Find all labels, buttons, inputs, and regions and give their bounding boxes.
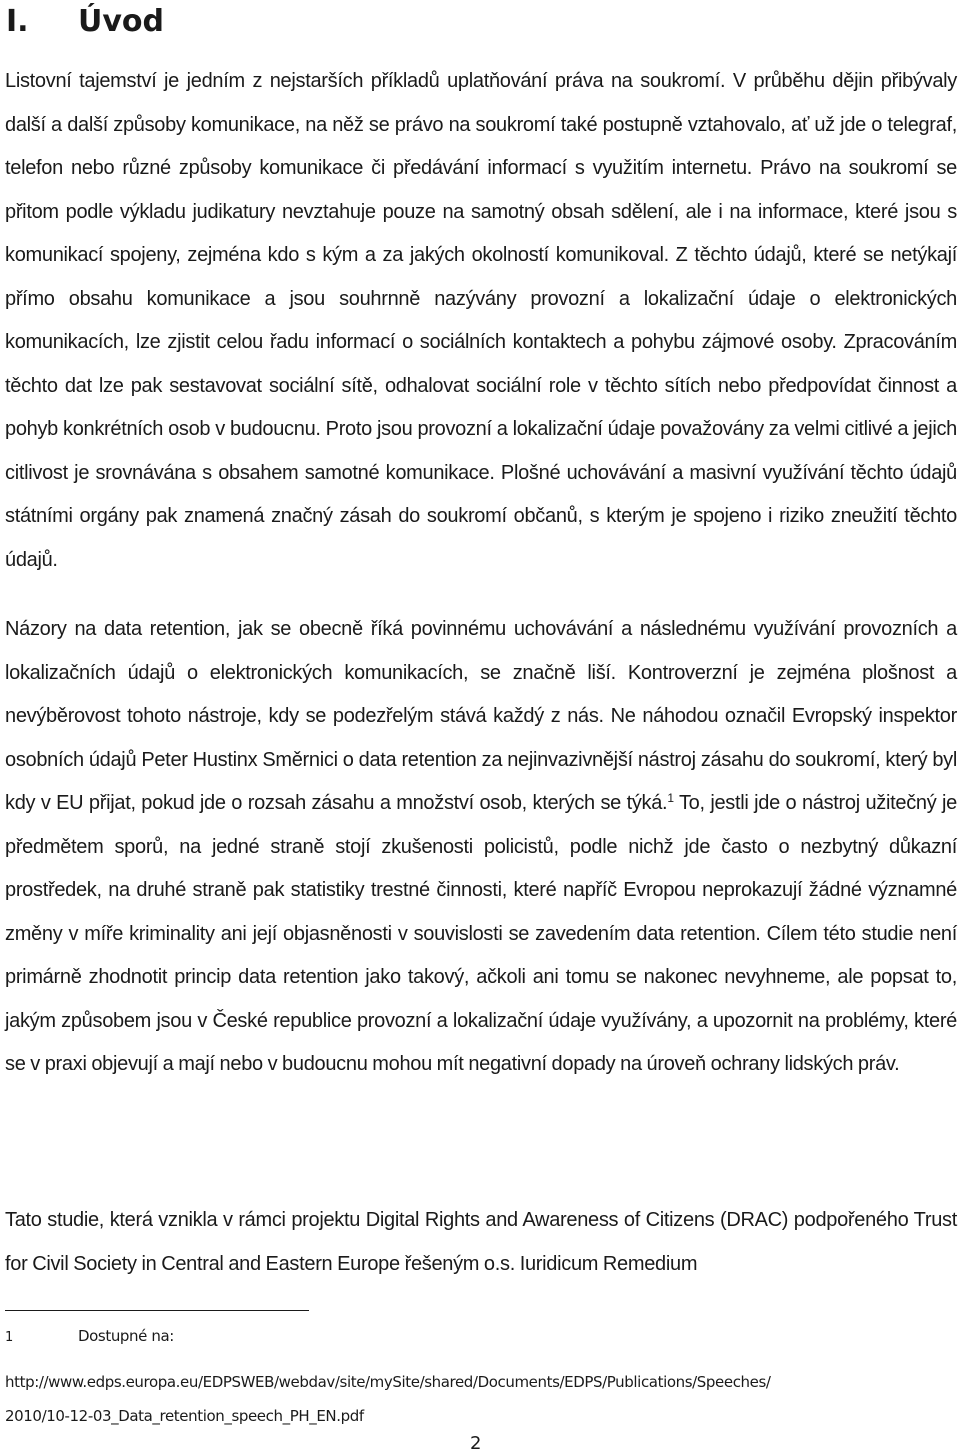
- paragraph-text: To, jestli jde o nástroj užitečný je předmětem sporů, na jedné straně stojí zkušenosti policistů, podle nichž jde často o nezbytný důkazní prostředek, na druhé straně pak statistiky trestné činnosti, které napříč Evropou neprokazují žádné významné změny v míře kriminality ani její objasněnosti v souvislosti se zavedením data retention. Cílem této studie není primárně zhodnotit princip data retention jako takový, ačkoli ani tomu se nakonec nevyhneme, ale popsat to, jakým způsobem jsou v České republice provozní a lokalizační údaje využívány, a upozornit na problémy, které se v praxi objevují a mají nebo v budoucnu mohou mít negativní dopady na úroveň ochrany lidských práv.: [5, 792, 958, 1075]
- paragraph-intro: Listovní tajemství je jedním z nejstarších příkladů uplatňování práva na soukromí. V průběhu dějin přibývaly další a další způsoby komunikace, na něž se právo na soukromí také postupně vztahovalo, ať už jde o telegraf, telefon nebo různé způsoby komunikace či předávání informací s využitím internetu. Právo na soukromí se přitom podle výkladu judikatury nevztahuje pouze na samotný obsah sdělení, ale i na informace, které jsou s komunikací spojeny, zejména kdo s kým a za jakých okolností komunikoval. Z těchto údajů, které se netýkají přímo obsahu komunikace a jsou souhrnně nazývány provozní a lokalizační údaje o elektronických komunikacích, lze zjistit celou řadu informací o sociálních kontaktech a pohybu zájmové osoby. Zpracováním těchto dat lze pak sestavovat sociální sítě, odhalovat sociální role v těchto sítích nebo předpovídat činnost a pohyb konkrétních osob v budoucnu. Proto jsou provozní a lokalizační údaje považovány za velmi citlivé a jejich citlivost je srovnávána s obsahem samotné komunikace. Plošné uchovávání a masivní využívání těchto údajů státními orgány pak znamená značný zásah do soukromí občanů, s kterým je spojeno i riziko zneužití těchto údajů.: [5, 70, 957, 571]
- paragraph-text: Názory na data retention, jak se obecně říká povinnému uchovávání a následnému využívání provozních a lokalizačních údajů o elektronických komunikacích, se značně liší. Kontroverzní je zejména plošnost a nevýběrovost tohoto nástroje, kdy se podezřelým stává každý z nás. Ne náhodou označil Evropský inspektor osobních údajů Peter Hustinx Směrnici o data retention za nejinvazivnější nástroj zásahu do soukromí, který byl kdy v EU přijat, pokud jde o rozsah zásahu a množství osob, kterých se týká.: [5, 618, 957, 814]
- footnote-label: Dostupné na:: [78, 1327, 174, 1345]
- footnote-reference[interactable]: 1: [667, 791, 674, 805]
- page-number: 2: [470, 1433, 482, 1454]
- footnote-url-line-2[interactable]: 2010/10-12-03_Data_retention_speech_PH_EN.pdf: [5, 1407, 364, 1425]
- paragraph-data-retention: [5, 608, 957, 1087]
- section-number: I.: [6, 4, 29, 39]
- footnote-url-line-1[interactable]: http://www.edps.europa.eu/EDPSWEB/webdav/site/mySite/shared/Documents/EDPS/Publications/Speeches/: [5, 1373, 771, 1391]
- footnote-number: 1: [5, 1330, 13, 1345]
- section-heading: [6, 2, 164, 42]
- paragraph-study-origin: Tato studie, která vznikla v rámci projektu Digital Rights and Awareness of Citizens (DRAC) podpořeného Trust for Civil Society in Central and Eastern Europe řešeným o.s. Iuridicum Remedium: [5, 1209, 957, 1275]
- footnote-separator: [5, 1310, 309, 1311]
- footnote-header: [5, 1326, 957, 1348]
- section-title: Úvod: [78, 4, 165, 39]
